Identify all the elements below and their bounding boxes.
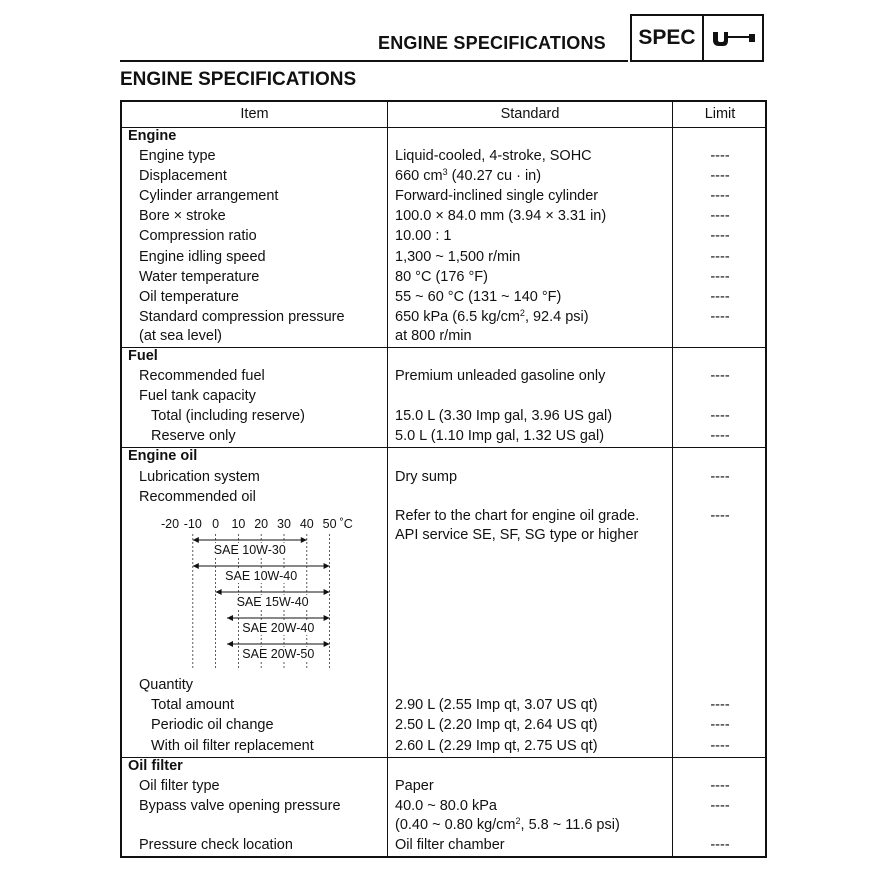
standard-value: 100.0 × 84.0 mm (3.94 × 3.31 in) (395, 208, 607, 224)
temp-tick-label: 10 (231, 517, 246, 531)
item-label: Quantity (139, 677, 193, 693)
standard-value: 2.60 L (2.29 Imp qt, 2.75 US qt) (395, 738, 598, 754)
item-label: Recommended fuel (139, 368, 265, 384)
limit-value: ---- (710, 717, 730, 733)
standard-value: Paper (395, 778, 434, 794)
item-label: Engine idling speed (139, 249, 266, 265)
item-label: Oil filter type (139, 778, 220, 794)
group-divider (122, 447, 765, 448)
standard-value: Dry sump (395, 469, 458, 485)
limit-value: ---- (710, 738, 730, 754)
standard-value: 40.0 ~ 80.0 kPa (395, 798, 497, 814)
section-title: ENGINE SPECIFICATIONS (120, 69, 357, 90)
limit-value: ---- (710, 469, 730, 485)
group-engine-title: Engine (128, 128, 177, 144)
standard-value: 2.90 L (2.55 Imp qt, 3.07 US qt) (395, 697, 598, 713)
standard-value: 10.00 : 1 (395, 228, 452, 244)
limit-value: ---- (710, 289, 730, 305)
standard-value: 1,300 ~ 1,500 r/min (395, 249, 521, 265)
standard-value: 55 ~ 60 °C (131 ~ 140 °F) (395, 289, 562, 305)
header-rule (120, 60, 628, 62)
standard-value-cont: (0.40 ~ 0.80 $kg/cm^2$, 5.8 ~ 11.6 psi) (395, 816, 620, 833)
standard-value: Oil filter chamber (395, 837, 505, 853)
group-divider (122, 757, 765, 758)
item-label: Pressure check location (139, 837, 293, 853)
limit-value: ---- (710, 837, 730, 853)
standard-value: Forward-inclined single cylinder (395, 188, 599, 204)
grade-arrow-left (193, 563, 199, 569)
item-label: Lubrication system (139, 469, 260, 485)
grade-label: SAE 20W-40 (242, 621, 315, 635)
group-engine-oil-title: Engine oil (128, 448, 198, 464)
temp-unit-label: ˚C (339, 517, 353, 531)
limit-value: ---- (710, 249, 730, 265)
temp-tick-label: 20 (254, 517, 269, 531)
standard-value: Premium unleaded gasoline only (395, 368, 606, 384)
grade-arrow-right (324, 641, 330, 647)
wrench-caliper-icon (704, 16, 762, 60)
item-label: Cylinder arrangement (139, 188, 279, 204)
limit-value: ---- (710, 798, 730, 814)
item-label: Standard compression pressure (139, 309, 345, 325)
limit-value: ---- (710, 148, 730, 164)
standard-value: Refer to the chart for engine oil grade. (395, 508, 640, 524)
engine-spec-table (120, 100, 767, 858)
col-header-item: Item (240, 106, 269, 122)
item-label: Total (including reserve) (151, 408, 305, 424)
limit-value: ---- (710, 168, 730, 184)
standard-value-cont: at 800 r/min (395, 328, 472, 344)
temp-tick-label: 50 (322, 517, 337, 531)
limit-value: ---- (710, 309, 730, 325)
temp-tick-label: -10 (183, 517, 202, 531)
grade-arrow-left (216, 589, 222, 595)
header-divider (122, 127, 765, 128)
limit-value: ---- (710, 428, 730, 444)
limit-value: ---- (710, 269, 730, 285)
standard-value-cont: API service SE, SF, SG type or higher (395, 527, 639, 543)
group-oil-filter-title: Oil filter (128, 758, 183, 774)
limit-value: ---- (710, 508, 730, 524)
item-label: Engine type (139, 148, 216, 164)
spec-badge-label: SPEC (632, 16, 704, 60)
grade-label: SAE 10W-30 (213, 543, 286, 557)
standard-value: 15.0 L (3.30 Imp gal, 3.96 US gal) (395, 408, 613, 424)
item-label: Fuel tank capacity (139, 388, 256, 404)
item-label-cont: (at sea level) (139, 328, 223, 344)
limit-value: ---- (710, 228, 730, 244)
item-label: Water temperature (139, 269, 260, 285)
limit-value: ---- (710, 368, 730, 384)
grade-label: SAE 15W-40 (236, 595, 309, 609)
group-fuel-title: Fuel (128, 348, 158, 364)
grade-arrow-right (324, 589, 330, 595)
temp-tick-label: 30 (277, 517, 291, 531)
item-label: Displacement (139, 168, 227, 184)
col-divider-1 (387, 102, 388, 856)
standard-value: 660 $cm^3$ (40.27 cu · in) (395, 167, 542, 184)
standard-value: 2.50 L (2.20 Imp qt, 2.64 US qt) (395, 717, 598, 733)
standard-value: 80 °C (176 °F) (395, 269, 488, 285)
item-label: Periodic oil change (151, 717, 274, 733)
limit-value: ---- (710, 408, 730, 424)
grade-label: SAE 10W-40 (225, 569, 298, 583)
group-divider (122, 347, 765, 348)
limit-value: ---- (710, 208, 730, 224)
oil-viscosity-chart (152, 512, 362, 672)
spec-badge (630, 14, 764, 62)
item-label: Compression ratio (139, 228, 257, 244)
item-label: Reserve only (151, 428, 236, 444)
grade-arrow-left (227, 615, 233, 621)
item-label: With oil filter replacement (151, 738, 314, 754)
item-label: Total amount (151, 697, 235, 713)
grade-arrow-left (193, 537, 199, 543)
grade-arrow-right (301, 537, 307, 543)
standard-value: 650 kPa (6.5 $kg/cm^2$, 92.4 psi) (395, 308, 589, 325)
temp-tick-label: 0 (212, 517, 220, 531)
limit-value: ---- (710, 697, 730, 713)
standard-value: Liquid-cooled, 4-stroke, SOHC (395, 148, 592, 164)
grade-arrow-right (324, 615, 330, 621)
grade-arrow-left (227, 641, 233, 647)
item-label: Bypass valve opening pressure (139, 798, 341, 814)
temp-tick-label: 40 (299, 517, 314, 531)
col-header-limit: Limit (704, 106, 736, 122)
grade-label: SAE 20W-50 (242, 647, 315, 661)
page-header-title: ENGINE SPECIFICATIONS (378, 33, 606, 53)
item-label: Bore × stroke (139, 208, 226, 224)
standard-value: 5.0 L (1.10 Imp gal, 1.32 US gal) (395, 428, 605, 444)
item-label: Recommended oil (139, 489, 256, 505)
limit-value: ---- (710, 778, 730, 794)
limit-value: ---- (710, 188, 730, 204)
col-header-standard: Standard (500, 106, 560, 122)
temp-tick-label: -20 (160, 517, 180, 531)
grade-arrow-right (324, 563, 330, 569)
item-label: Oil temperature (139, 289, 239, 305)
